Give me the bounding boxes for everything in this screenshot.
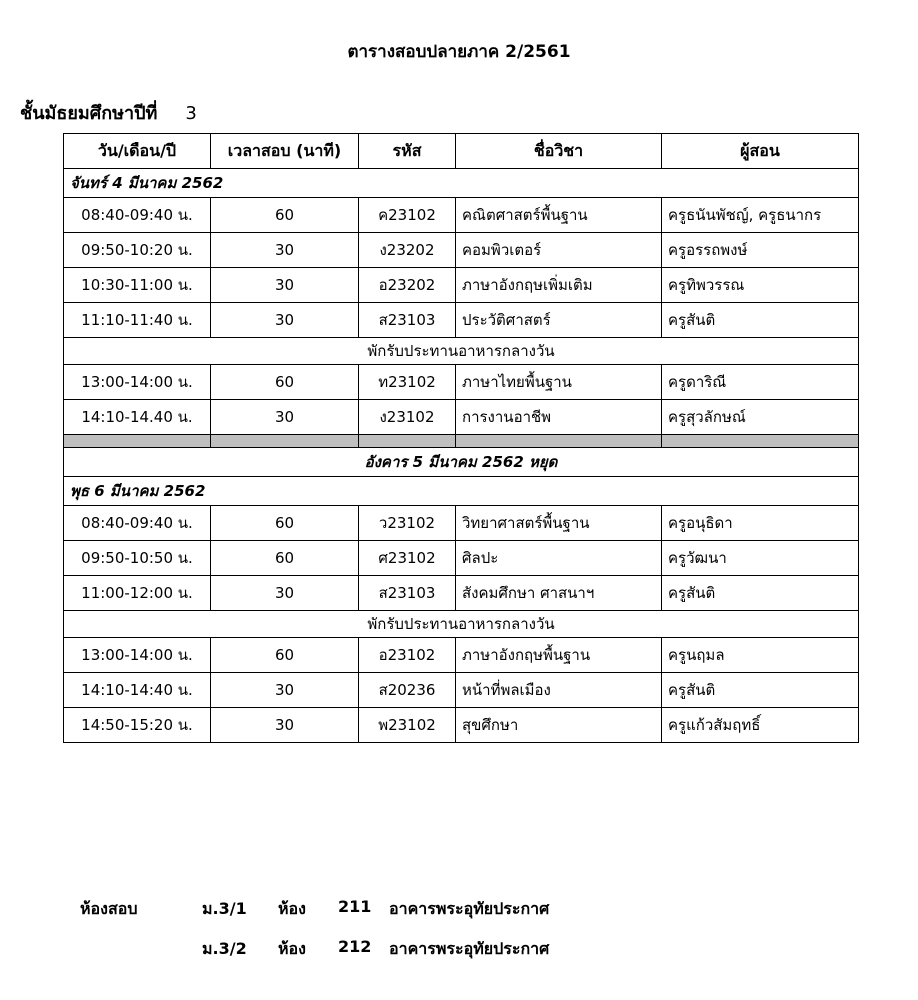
subject-name: ศิลปะ xyxy=(456,541,662,576)
subject-name: คอมพิวเตอร์ xyxy=(456,233,662,268)
exam-time: 13:00-14:00 น. xyxy=(64,365,211,400)
exam-duration: 30 xyxy=(211,673,359,708)
exam-time: 14:10-14.40 น. xyxy=(64,400,211,435)
header-duration: เวลาสอบ (นาที) xyxy=(211,134,359,169)
subject-code: ง23202 xyxy=(359,233,456,268)
separator-cell xyxy=(64,435,211,448)
table-row xyxy=(64,400,859,435)
lunch-break: พักรับประทานอาหารกลางวัน xyxy=(64,611,859,638)
subject-code: ท23102 xyxy=(359,365,456,400)
teacher-name: ครูอรรถพงษ์ xyxy=(662,233,859,268)
teacher-name: ครูสันติ xyxy=(662,576,859,611)
page-title: ตารางสอบปลายภาค 2/2561 xyxy=(347,42,571,62)
subject-code: ง23102 xyxy=(359,400,456,435)
subject-code: พ23102 xyxy=(359,708,456,743)
rooms-label: ห้องสอบ xyxy=(80,899,138,918)
grade-heading xyxy=(20,98,197,127)
separator-row xyxy=(64,435,859,448)
table-row xyxy=(64,576,859,611)
room-building: อาคารพระอุทัยประกาศ xyxy=(389,899,550,918)
room-class: ม.3/2 xyxy=(202,939,247,958)
table-row xyxy=(64,506,859,541)
table-row xyxy=(64,708,859,743)
lunch-break-row xyxy=(64,611,859,638)
subject-name: ภาษาอังกฤษเพิ่มเติม xyxy=(456,268,662,303)
room-word: ห้อง xyxy=(278,939,306,958)
subject-code: ค23102 xyxy=(359,198,456,233)
exam-time: 08:40-09:40 น. xyxy=(64,506,211,541)
teacher-name: ครูนฤมล xyxy=(662,638,859,673)
table-row xyxy=(64,198,859,233)
teacher-name: ครูวัฒนา xyxy=(662,541,859,576)
subject-name: ภาษาไทยพื้นฐาน xyxy=(456,365,662,400)
room-word: ห้อง xyxy=(278,899,306,918)
day-label: พุธ 6 มีนาคม 2562 xyxy=(64,477,859,506)
grade-number: 3 xyxy=(185,103,197,124)
separator-cell xyxy=(211,435,359,448)
header-teacher: ผู้สอน xyxy=(662,134,859,169)
holiday-notice-row xyxy=(64,448,859,477)
day-label: จันทร์ 4 มีนาคม 2562 xyxy=(64,169,859,198)
teacher-name: ครูแก้วสัมฤทธิ์ xyxy=(662,708,859,743)
room-number: 211 xyxy=(338,897,372,916)
teacher-name: ครูธนันพัชญ์, ครูธนากร xyxy=(662,198,859,233)
lunch-break: พักรับประทานอาหารกลางวัน xyxy=(64,338,859,365)
subject-name: หน้าที่พลเมือง xyxy=(456,673,662,708)
day-label-row xyxy=(64,169,859,198)
holiday-notice: อังคาร 5 มีนาคม 2562 หยุด xyxy=(64,448,859,477)
teacher-name: ครูสุวลักษณ์ xyxy=(662,400,859,435)
exam-time: 09:50-10:20 น. xyxy=(64,233,211,268)
header-subject: ชื่อวิชา xyxy=(456,134,662,169)
room-number: 212 xyxy=(338,937,372,956)
subject-name: ภาษาอังกฤษพื้นฐาน xyxy=(456,638,662,673)
lunch-break-row xyxy=(64,338,859,365)
header-code: รหัส xyxy=(359,134,456,169)
exam-schedule-table xyxy=(63,133,859,743)
separator-cell xyxy=(359,435,456,448)
subject-code: ส23103 xyxy=(359,576,456,611)
exam-time: 08:40-09:40 น. xyxy=(64,198,211,233)
exam-duration: 30 xyxy=(211,708,359,743)
subject-name: ประวัติศาสตร์ xyxy=(456,303,662,338)
exam-duration: 30 xyxy=(211,400,359,435)
table-row xyxy=(64,638,859,673)
teacher-name: ครูอนุธิดา xyxy=(662,506,859,541)
exam-duration: 60 xyxy=(211,365,359,400)
grade-label: ชั้นมัธยมศึกษาปีที่ xyxy=(20,103,158,124)
table-row xyxy=(64,233,859,268)
exam-duration: 60 xyxy=(211,541,359,576)
table-row xyxy=(64,365,859,400)
room-class: ม.3/1 xyxy=(202,899,247,918)
exam-duration: 60 xyxy=(211,638,359,673)
subject-name: สังคมศึกษา ศาสนาฯ xyxy=(456,576,662,611)
exam-time: 14:10-14:40 น. xyxy=(64,673,211,708)
exam-time: 11:00-12:00 น. xyxy=(64,576,211,611)
teacher-name: ครูสันติ xyxy=(662,303,859,338)
separator-cell xyxy=(456,435,662,448)
day-label-row xyxy=(64,477,859,506)
room-building: อาคารพระอุทัยประกาศ xyxy=(389,939,550,958)
exam-duration: 30 xyxy=(211,576,359,611)
exam-time: 11:10-11:40 น. xyxy=(64,303,211,338)
subject-name: คณิตศาสตร์พื้นฐาน xyxy=(456,198,662,233)
exam-time: 10:30-11:00 น. xyxy=(64,268,211,303)
subject-code: ส23103 xyxy=(359,303,456,338)
exam-duration: 60 xyxy=(211,198,359,233)
table-row xyxy=(64,541,859,576)
subject-code: อ23102 xyxy=(359,638,456,673)
subject-name: วิทยาศาสตร์พื้นฐาน xyxy=(456,506,662,541)
separator-cell xyxy=(662,435,859,448)
table-header-row xyxy=(64,134,859,169)
exam-duration: 30 xyxy=(211,268,359,303)
table-row xyxy=(64,303,859,338)
table-row xyxy=(64,673,859,708)
table-row xyxy=(64,268,859,303)
header-date: วัน/เดือน/ปี xyxy=(64,134,211,169)
subject-code: ศ23102 xyxy=(359,541,456,576)
exam-duration: 60 xyxy=(211,506,359,541)
teacher-name: ครูทิพวรรณ xyxy=(662,268,859,303)
exam-duration: 30 xyxy=(211,303,359,338)
exam-duration: 30 xyxy=(211,233,359,268)
subject-code: ว23102 xyxy=(359,506,456,541)
teacher-name: ครูดาริณี xyxy=(662,365,859,400)
subject-code: อ23202 xyxy=(359,268,456,303)
subject-name: สุขศึกษา xyxy=(456,708,662,743)
subject-code: ส20236 xyxy=(359,673,456,708)
subject-name: การงานอาชีพ xyxy=(456,400,662,435)
exam-time: 09:50-10:50 น. xyxy=(64,541,211,576)
teacher-name: ครูสันติ xyxy=(662,673,859,708)
exam-time: 14:50-15:20 น. xyxy=(64,708,211,743)
exam-time: 13:00-14:00 น. xyxy=(64,638,211,673)
